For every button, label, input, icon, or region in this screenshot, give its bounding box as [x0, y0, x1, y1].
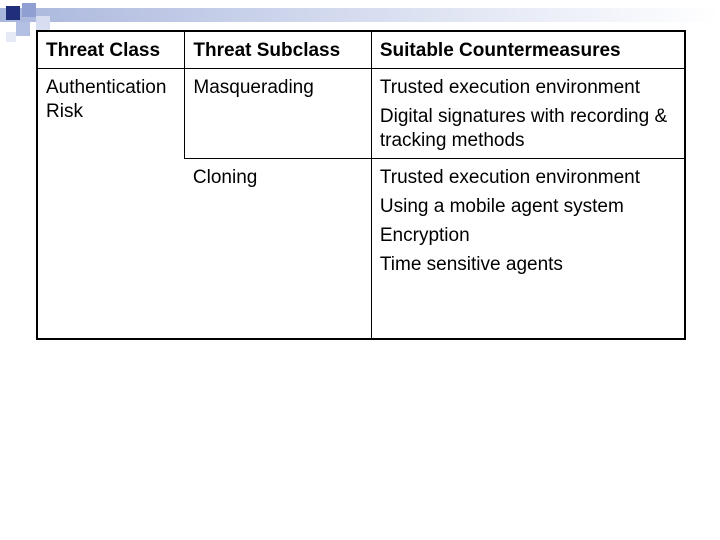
countermeasures-cell: [371, 159, 685, 340]
threat-class-cell: Authentication Risk: [37, 69, 185, 340]
subclass-cell: Cloning: [192, 167, 258, 188]
decorative-square-medium-lower: [16, 22, 30, 36]
countermeasure-item: Trusted execution environment: [379, 77, 641, 98]
countermeasure-item: Time sensitive agents: [379, 254, 563, 275]
countermeasures-cell: [371, 69, 685, 159]
header-countermeasures: Suitable Countermeasures: [371, 31, 685, 69]
table-row: [37, 69, 685, 159]
decorative-square-light: [36, 16, 50, 30]
table-header-row: [37, 31, 685, 69]
subclass-cell: Masquerading: [185, 69, 371, 159]
header-threat-class: Threat Class: [37, 31, 185, 69]
decorative-square-medium: [22, 3, 36, 17]
countermeasure-item: Trusted execution environment: [379, 167, 641, 188]
countermeasure-item: Using a mobile agent system: [379, 196, 624, 217]
header-threat-subclass: Threat Subclass: [185, 31, 371, 69]
header-banner: [0, 8, 720, 22]
countermeasure-item: Digital signatures with recording & tracking methods: [379, 106, 668, 151]
countermeasure-item: Encryption: [379, 225, 470, 246]
threat-table: [36, 30, 686, 340]
decorative-square-dark: [6, 6, 20, 20]
decorative-square-pale: [6, 32, 16, 42]
